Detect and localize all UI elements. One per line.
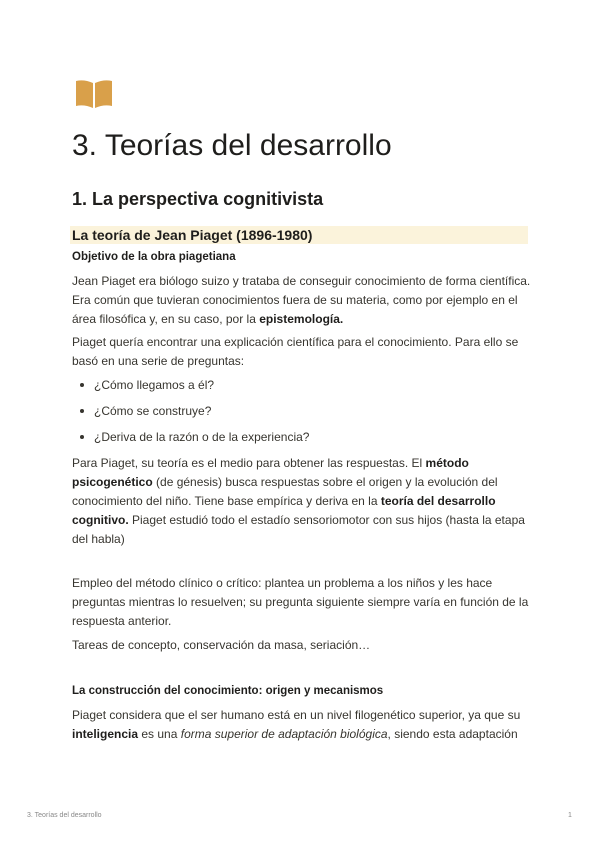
paragraph-questions-intro: Piaget quería encontrar una explicación científica para el conocimiento. Para ello se basó en una serie de preguntas: [72,335,519,368]
construction-heading: La construcción del conocimiento: origen y mecanismos [72,685,384,697]
subsection-heading-highlighted: La teoría de Jean Piaget (1896-1980) [70,226,528,244]
section-heading: 1. La perspectiva cognitivista [72,189,324,209]
objective-heading: Objetivo de la obra piagetiana [72,251,236,263]
page-title: 3. Teorías del desarrollo [72,129,392,162]
list-item: ¿Cómo llegamos a él? [72,376,512,402]
paragraph-method: Para Piaget, su teoría es el medio para obtener las respuestas. El método psicogenético (de génesis) busca respuestas sobre el origen y la evolución del conocimiento del niño. Tiene base empírica y deriva en la teoría del desarrollo cognitivo. Piaget estudió todo el estadío sensoriomotor con sus hijos (hasta la etapa del habla) [72,456,525,546]
bold-inteligencia: inteligencia [72,727,139,741]
footer-page-number: 1 [568,812,572,819]
book-icon [75,79,113,109]
paragraph-clinical-method: Empleo del método clínico o crítico: plantea un problema a los niños y les hace preguntas mientras lo resuelven; su pregunta siguiente siempre varía en función de la respuesta anterior. [72,576,529,628]
paragraph-tasks: Tareas de concepto, conservación da masa, seriación… [72,638,371,652]
bold-epistemologia: epistemología. [259,312,344,326]
list-item: ¿Cómo se construye? [72,402,512,428]
bold-metodo: método psicogenético [72,456,469,489]
italic-adaptacion: forma superior de adaptación biológica [180,727,388,741]
questions-list [72,376,512,454]
bold-teoria: teoría del desarrollo cognitivo. [72,494,496,527]
paragraph-construction: Piaget considera que el ser humano está en un nivel filogenético superior, ya que su inteligencia es una forma superior de adaptación biológica, siendo esta adaptación [72,708,521,741]
paragraph-intro: Jean Piaget era biólogo suizo y trataba de conseguir conocimiento de forma científica. Era común que tuvieran conocimientos fuera de su materia, como por ejemplo en el área filosófica y, en su caso, por la epistemología. [72,274,531,326]
footer-title: 3. Teorías del desarrollo [27,812,102,819]
list-item: ¿Deriva de la razón o de la experiencia? [72,428,512,454]
